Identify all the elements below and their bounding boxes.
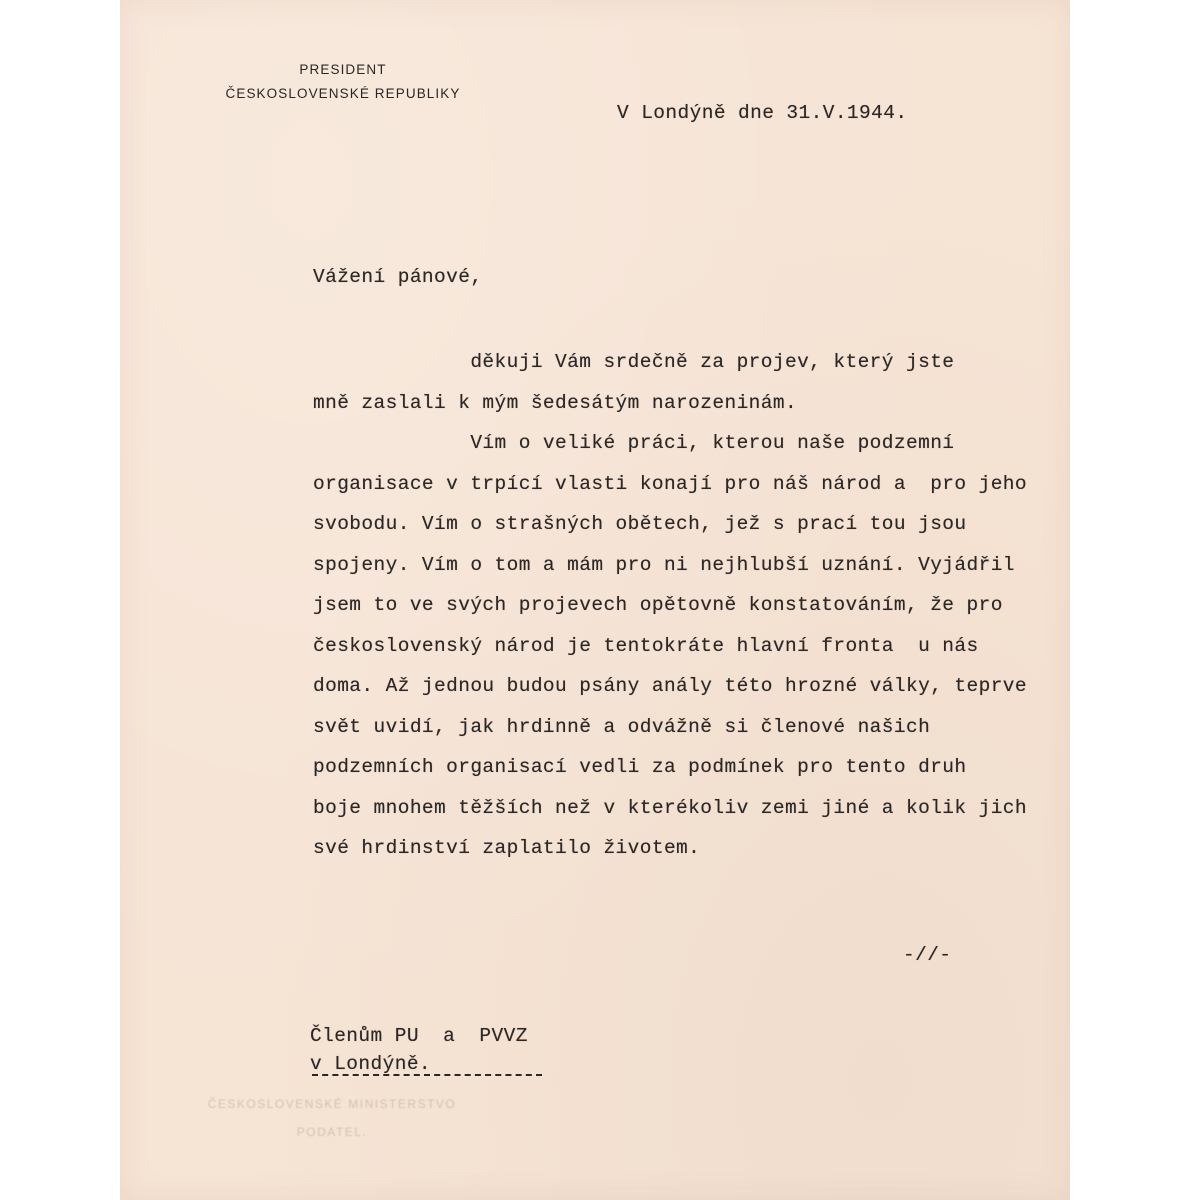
stamp-line: PODATEL. bbox=[296, 1125, 368, 1139]
faded-stamp bbox=[182, 1090, 482, 1146]
typed-underline bbox=[312, 1074, 542, 1076]
body-line: své hrdinství zaplatilo životem. bbox=[313, 837, 701, 859]
body-line: organisace v trpící vlasti konají pro náš národ a pro jeho bbox=[313, 472, 1028, 495]
end-mark: -//- bbox=[903, 944, 952, 966]
body-line: svět uvidí, jak hrdinně a odvážně si členové našich bbox=[313, 715, 931, 738]
body-line: Vím o veliké práci, kterou naše podzemní bbox=[313, 432, 955, 454]
body-line: děkuji Vám srdečně za projev, který jste bbox=[313, 351, 955, 373]
salutation: Vážení pánové, bbox=[313, 266, 483, 288]
letterhead-title: PRESIDENT bbox=[299, 62, 387, 77]
recipient-block bbox=[310, 1022, 528, 1078]
letter-paper bbox=[120, 0, 1070, 1200]
body-line: boje mnohem těžších než v kterékoliv zemi jiné a kolik jich bbox=[313, 796, 1028, 819]
recipient-city: v Londýně. bbox=[310, 1053, 432, 1075]
body-line: svobodu. Vím o strašných obětech, jež s prací tou jsou bbox=[313, 513, 967, 535]
stamp-line: ČESKOSLOVENSKÉ MINISTERSTVO bbox=[207, 1097, 457, 1111]
recipient-line: Členům PU a PVVZ bbox=[310, 1025, 528, 1047]
body-line: československý národ je tentokráte hlavní fronta u nás bbox=[313, 634, 979, 657]
body-line: jsem to ve svých projevech opětovně konstatováním, že pro bbox=[313, 594, 1003, 616]
letter-body bbox=[313, 342, 1043, 869]
letterhead-subtitle: ČESKOSLOVENSKÉ REPUBLIKY bbox=[225, 86, 461, 101]
letterhead bbox=[198, 58, 488, 106]
body-line: podzemních organisací vedli za podmínek pro tento druh bbox=[313, 756, 967, 778]
body-line: mně zaslali k mým šedesátým narozeninám. bbox=[313, 391, 798, 414]
body-line: doma. Až jednou budou psány anály této hrozné války, teprve bbox=[313, 675, 1028, 697]
body-line: spojeny. Vím o tom a mám pro ni nejhlubší uznání. Vyjádřil bbox=[313, 553, 1015, 576]
date-line: V Londýně dne 31.V.1944. bbox=[617, 102, 908, 124]
